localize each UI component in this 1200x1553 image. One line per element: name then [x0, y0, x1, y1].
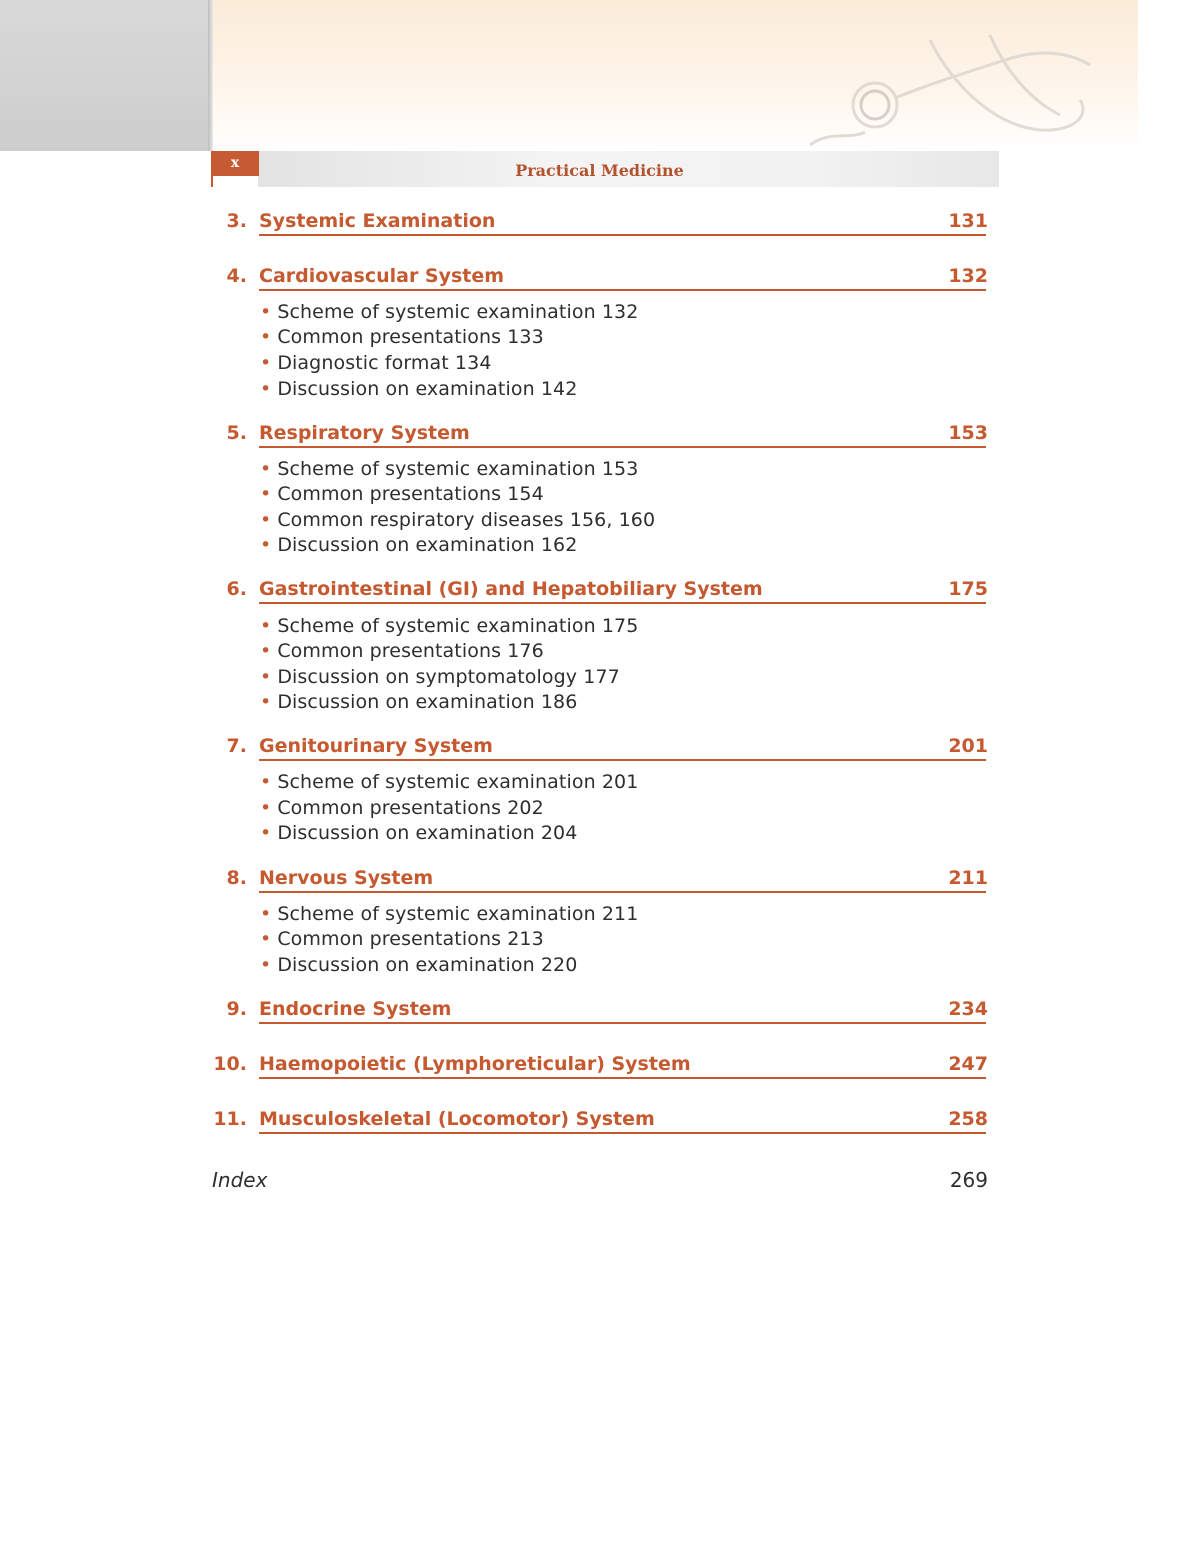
toc-subitem[interactable] [260, 796, 544, 820]
chapter-page: 153 [948, 422, 988, 444]
chapter-page: 258 [948, 1108, 988, 1130]
index-label[interactable]: Index [212, 1168, 268, 1192]
toc-subitem[interactable] [260, 614, 638, 638]
chapter-rule-page [953, 602, 986, 604]
chapter-page: 175 [948, 578, 988, 600]
chapter-rule [259, 891, 953, 893]
toc-chapter[interactable] [0, 1107, 1200, 1141]
toc-subitem[interactable] [260, 377, 577, 401]
bullet-icon: • [260, 666, 272, 688]
subitem-text: Discussion on examination 142 [277, 378, 578, 400]
toc-subitem[interactable] [260, 770, 638, 794]
bullet-icon: • [260, 326, 272, 348]
toc-chapter[interactable] [0, 264, 1200, 298]
subitem-text: Discussion on examination 204 [277, 822, 578, 844]
chapter-number: 11. [213, 1108, 247, 1130]
chapter-rule [259, 759, 953, 761]
toc-chapter[interactable] [0, 866, 1200, 900]
chapter-rule [259, 1022, 953, 1024]
toc-subitem[interactable] [260, 351, 492, 375]
chapter-number: 6. [226, 578, 247, 600]
bullet-icon: • [260, 352, 272, 374]
chapter-rule [259, 446, 953, 448]
subitem-text: Scheme of systemic examination 201 [277, 771, 639, 793]
bullet-icon: • [260, 534, 272, 556]
chapter-rule [259, 234, 953, 236]
bullet-icon: • [260, 615, 272, 637]
chapter-rule-page [953, 759, 986, 761]
chapter-rule-page [953, 1022, 986, 1024]
index-page: 269 [949, 1168, 988, 1192]
subitem-text: Common presentations 176 [277, 640, 544, 662]
chapter-number: 10. [213, 1053, 247, 1075]
toc-subitem[interactable] [260, 639, 544, 663]
chapter-rule [259, 602, 953, 604]
toc-subitem[interactable] [260, 902, 638, 926]
chapter-rule-page [953, 1077, 986, 1079]
header-accent-tick [211, 176, 213, 187]
subitem-text: Discussion on symptomatology 177 [277, 666, 620, 688]
chapter-title: Systemic Examination [259, 210, 496, 232]
subitem-text: Discussion on examination 220 [277, 954, 578, 976]
chapter-rule-page [953, 891, 986, 893]
chapter-title: Endocrine System [259, 998, 452, 1020]
chapter-rule [259, 289, 953, 291]
bullet-icon: • [260, 458, 272, 480]
toc-subitem[interactable] [260, 665, 620, 689]
toc-subitem[interactable] [260, 690, 577, 714]
subitem-text: Scheme of systemic examination 153 [277, 458, 639, 480]
bullet-icon: • [260, 797, 272, 819]
chapter-number: 5. [226, 422, 247, 444]
toc-chapter[interactable] [0, 577, 1200, 611]
chapter-title: Genitourinary System [259, 735, 493, 757]
subitem-text: Common presentations 133 [277, 326, 544, 348]
bullet-icon: • [260, 483, 272, 505]
subitem-text: Scheme of systemic examination 175 [277, 615, 639, 637]
chapter-page: 201 [948, 735, 988, 757]
subitem-text: Common presentations 213 [277, 928, 544, 950]
subitem-text: Common presentations 202 [277, 797, 544, 819]
bullet-icon: • [260, 928, 272, 950]
stethoscope-icon [790, 20, 1130, 155]
toc-subitem[interactable] [260, 927, 544, 951]
chapter-number: 3. [226, 210, 247, 232]
chapter-title: Respiratory System [259, 422, 470, 444]
chapter-rule-page [953, 289, 986, 291]
bullet-icon: • [260, 954, 272, 976]
bullet-icon: • [260, 509, 272, 531]
toc-chapter[interactable] [0, 734, 1200, 768]
chapter-title: Gastrointestinal (GI) and Hepatobiliary System [259, 578, 763, 600]
bullet-icon: • [260, 691, 272, 713]
subitem-text: Scheme of systemic examination 132 [277, 301, 639, 323]
chapter-title: Cardiovascular System [259, 265, 505, 287]
chapter-page: 234 [948, 998, 988, 1020]
chapter-number: 9. [226, 998, 247, 1020]
toc-subitem[interactable] [260, 508, 655, 532]
subitem-text: Discussion on examination 162 [277, 534, 578, 556]
toc-subitem[interactable] [260, 533, 577, 557]
toc-chapter[interactable] [0, 1052, 1200, 1086]
toc-subitem[interactable] [260, 325, 544, 349]
bullet-icon: • [260, 903, 272, 925]
chapter-title: Nervous System [259, 867, 434, 889]
chapter-number: 8. [226, 867, 247, 889]
chapter-number: 4. [226, 265, 247, 287]
chapter-page: 131 [948, 210, 988, 232]
toc-subitem[interactable] [260, 300, 638, 324]
chapter-page: 247 [948, 1053, 988, 1075]
chapter-page: 211 [948, 867, 988, 889]
bullet-icon: • [260, 771, 272, 793]
chapter-rule-page [953, 1132, 986, 1134]
subitem-text: Common presentations 154 [277, 483, 544, 505]
chapter-rule [259, 1132, 953, 1134]
bullet-icon: • [260, 640, 272, 662]
subitem-text: Discussion on examination 186 [277, 691, 578, 713]
chapter-rule-page [953, 234, 986, 236]
bullet-icon: • [260, 301, 272, 323]
subitem-text: Common respiratory diseases 156, 160 [277, 509, 656, 531]
corner-gray-block [0, 0, 210, 151]
toc-chapter[interactable] [0, 421, 1200, 455]
page-number-roman: x [211, 151, 259, 176]
toc-subitem[interactable] [260, 482, 544, 506]
toc-chapter[interactable] [0, 209, 1200, 243]
toc-subitem[interactable] [260, 953, 577, 977]
bullet-icon: • [260, 378, 272, 400]
chapter-title: Musculoskeletal (Locomotor) System [259, 1108, 655, 1130]
subitem-text: Scheme of systemic examination 211 [277, 903, 639, 925]
book-title: Practical Medicine [515, 161, 684, 180]
chapter-number: 7. [226, 735, 247, 757]
toc-subitem[interactable] [260, 821, 577, 845]
subitem-text: Diagnostic format 134 [277, 352, 492, 374]
chapter-rule-page [953, 446, 986, 448]
toc-chapter[interactable] [0, 997, 1200, 1031]
chapter-title: Haemopoietic (Lymphoreticular) System [259, 1053, 691, 1075]
chapter-rule [259, 1077, 953, 1079]
bullet-icon: • [260, 822, 272, 844]
toc-subitem[interactable] [260, 457, 638, 481]
chapter-page: 132 [948, 265, 988, 287]
